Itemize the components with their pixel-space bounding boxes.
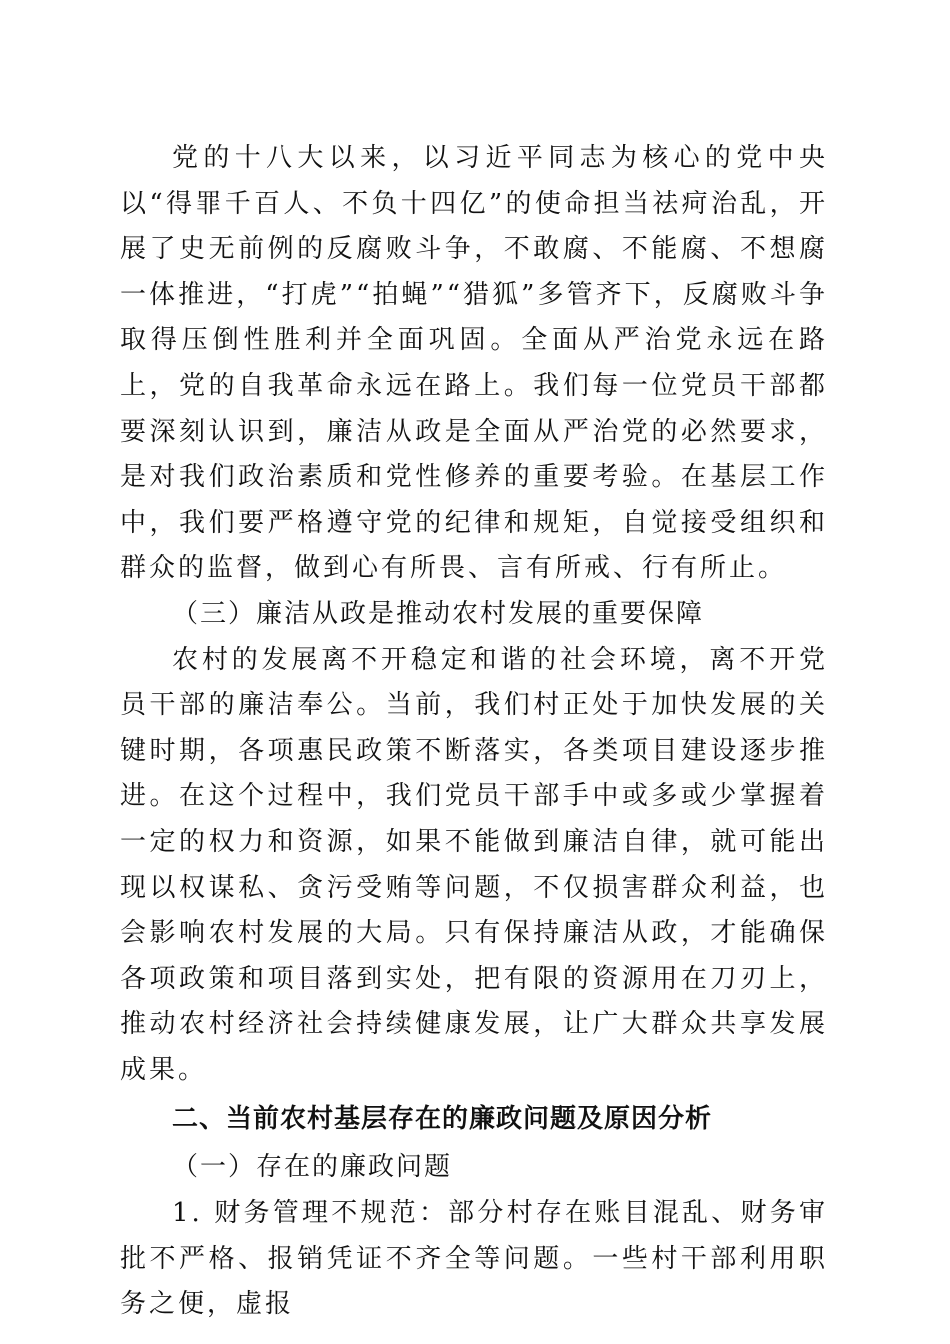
section-heading-problems-analysis: 二、当前农村基层存在的廉政问题及原因分析 [172, 1104, 713, 1135]
paragraph-party-self-revolution: 党的十八大以来，以习近平同志为核心的党中央以“得罪千百人、不负十四亿”的使命担当祛疴治乱，开展了史无前例的反腐败斗争，不敢腐、不能腐、不想腐一体推进，“打虎”“拍蝇”“猎狐”多管齐下，反腐败斗争取得压倒性胜利并全面巩固。全面从严治党永远在路上，党的自我革命永远在路上。我们每一位党员干部都要深刻认识到，廉洁从政是全面从严治党的必然要求，是对我们政治素质和党性修养的重要考验。在基层工作中，我们要严格遵守党的纪律和规矩，自觉接受组织和群众的监督，做到心有所畏、言有所戒、行有所止。 [120, 143, 828, 584]
paragraph-financial-management: 1. 财务管理不规范：部分村存在账目混乱、财务审批不严格、报销凭证不齐全等问题。一些村干部利用职务之便，虚报 [120, 1198, 828, 1320]
subheading-existing-problems: （一）存在的廉政问题 [172, 1152, 453, 1183]
subheading-clean-governance-guarantee: （三）廉洁从政是推动农村发展的重要保障 [172, 598, 705, 629]
document-body [120, 136, 828, 1328]
paragraph-rural-development: 农村的发展离不开稳定和谐的社会环境，离不开党员干部的廉洁奉公。当前，我们村正处于加快发展的关键时期，各项惠民政策不断落实，各类项目建设逐步推进。在这个过程中，我们党员干部手中或多或少掌握着一定的权力和资源，如果不能做到廉洁自律，就可能出现以权谋私、贪污受贿等问题，不仅损害群众利益，也会影响农村发展的大局。只有保持廉洁从政，才能确保各项政策和项目落到实处，把有限的资源用在刀刃上，推动农村经济社会持续健康发展，让广大群众共享发展成果。 [120, 644, 828, 1085]
